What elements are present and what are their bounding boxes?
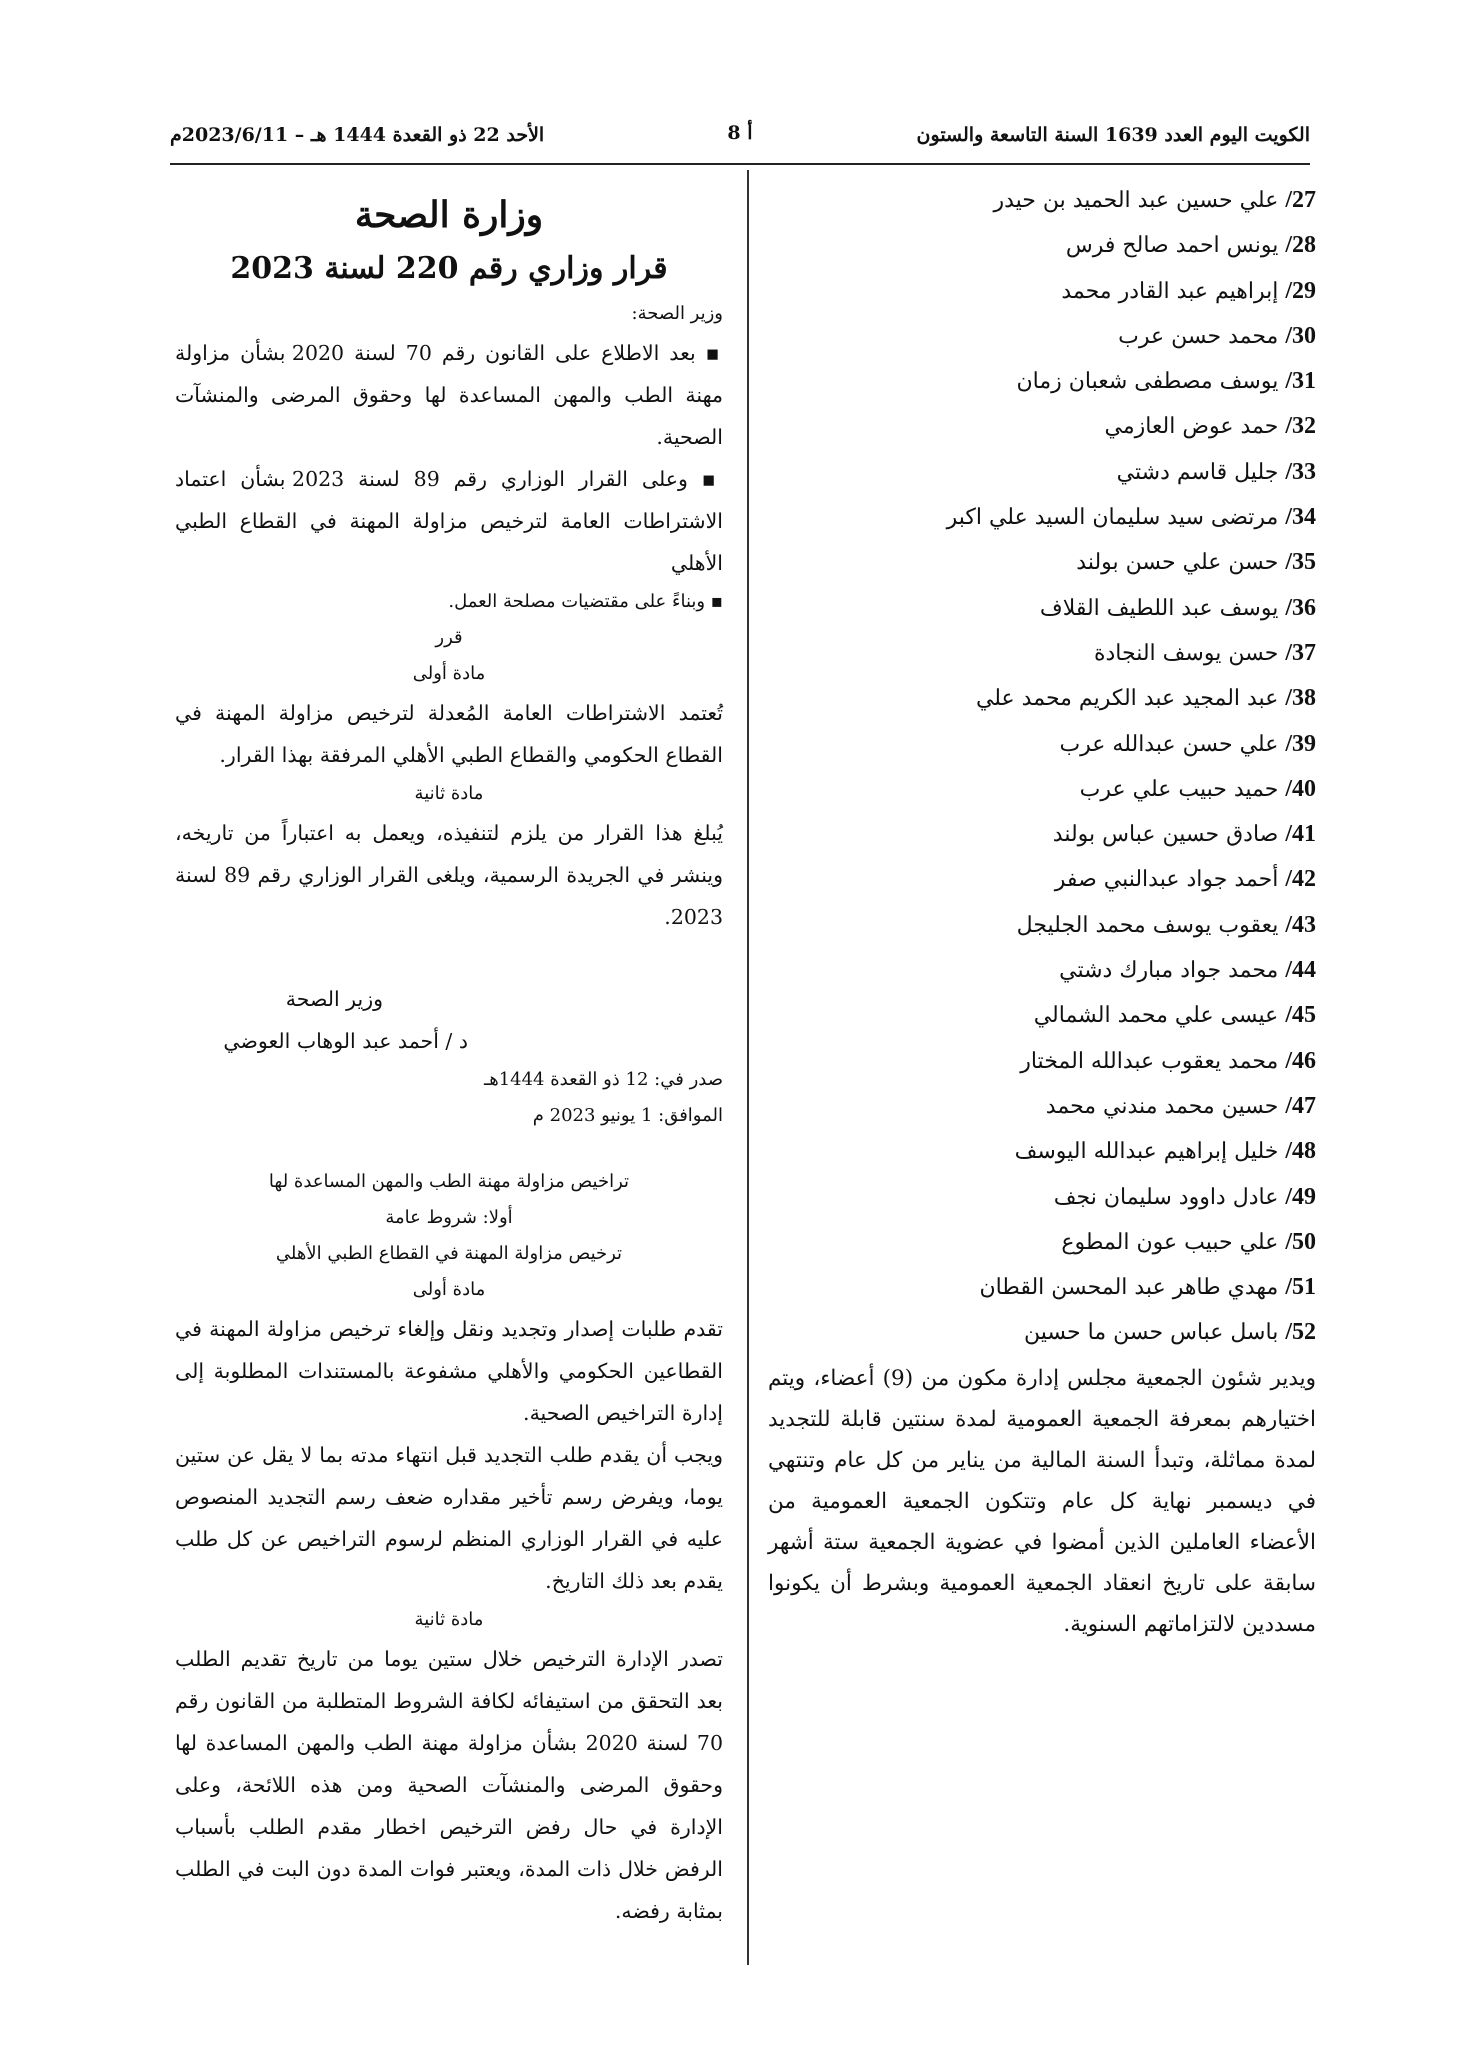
signature-name: د / أحمد عبد الوهاب العوضي (223, 1029, 468, 1053)
member-item (768, 586, 1316, 631)
member-name: أحمد جواد عبدالنبي صفر (1054, 867, 1279, 893)
member-name: يوسف مصطفى شعبان زمان (1016, 369, 1279, 395)
annex-title: تراخيص مزاولة مهنة الطب والمهن المساعدة لها (268, 1171, 630, 1192)
article-2-title: مادة ثانية (414, 783, 484, 804)
member-item (768, 178, 1316, 223)
member-number: 51/ (1285, 1274, 1316, 1301)
preamble-bullet-1: ▪ بعد الاطلاع على القانون رقم 70 لسنة 2020 بشأن مزاولة مهنة الطب والمهن المساعدة لها وحقوق المرضى والمنشآت الصحية. (175, 341, 724, 449)
member-item (768, 1310, 1316, 1355)
left-column (175, 180, 723, 1932)
member-name: مهدي طاهر عبد المحسن القطان (979, 1275, 1279, 1301)
member-item (768, 857, 1316, 902)
member-item (768, 1039, 1316, 1084)
member-item (768, 404, 1316, 449)
member-item (768, 1265, 1316, 1310)
member-number: 29/ (1285, 277, 1316, 304)
right-column (768, 178, 1316, 1645)
member-number: 33/ (1285, 458, 1316, 485)
article-2-text: يُبلغ هذا القرار من يلزم لتنفيذه، ويعمل به اعتباراً من تاريخه، وينشر في الجريدة الرسمية، ويلغى القرار الوزاري رقم 89 لسنة 2023. (175, 821, 723, 929)
member-name: علي حسين عبد الحميد بن حيدر (993, 188, 1279, 213)
section-title: أولا: شروط عامة (385, 1207, 513, 1228)
member-number: 36/ (1285, 594, 1316, 621)
member-item (768, 495, 1316, 540)
member-name: مرتضى سيد سليمان السيد علي اكبر (946, 505, 1279, 531)
member-item (768, 223, 1316, 268)
member-number: 45/ (1285, 1002, 1316, 1029)
member-item (768, 359, 1316, 404)
subsection-title: ترخيص مزاولة المهنة في القطاع الطبي الأهلي (275, 1243, 623, 1264)
spacer (175, 1134, 723, 1164)
member-number: 38/ (1285, 685, 1316, 712)
member-number: 39/ (1285, 730, 1316, 757)
annex-article-2-title: مادة ثانية (414, 1609, 484, 1630)
member-item (768, 1129, 1316, 1174)
member-name: يعقوب يوسف محمد الجليجل (1016, 912, 1279, 938)
annex-article-2-text: تصدر الإدارة الترخيص خلال ستين يوما من تاريخ تقديم الطلب بعد التحقق من استيفائه لكافة الشروط المتطلبة من القانون رقم 70 لسنة 2020 بشأن مزاولة مهنة الطب والمهن المساعدة لها وحقوق المرضى والمنشآت الصحية ومن هذه اللائحة، وعلى الإدارة في حال رفض الترخيص اخطار مقدم الطلب بأسباب الرفض خلال ذات المدة، ويعتبر فوات المدة دون البت في الطلب بمثابة رفضه. (175, 1647, 723, 1923)
member-name: حسين محمد مندني محمد (1045, 1093, 1279, 1119)
preamble-bullet-3: ▪ وبناءً على مقتضيات مصلحة العمل. (448, 591, 723, 612)
spacer (175, 938, 723, 978)
member-number: 44/ (1285, 957, 1316, 984)
board-paragraph: ويدير شئون الجمعية مجلس إدارة مكون من (9) أعضاء، ويتم اختيارهم بمعرفة الجمعية العمومية لمدة سنتين قابلة للتجديد لمدة مماثلة، وتبدأ السنة المالية من يناير من كل عام وتنتهي في ديسمبر نهاية كل عام وتتكون الجمعية العمومية من الأعضاء العاملين الذين أمضوا في عضوية الجمعية ستة أشهر سابقة على تاريخ انعقاد الجمعية العمومية وبشرط أن يكونوا مسددين لالتزاماتهم السنوية. (768, 1365, 1316, 1637)
member-item (768, 948, 1316, 993)
header-divider (170, 163, 1310, 165)
member-item (768, 1220, 1316, 1265)
member-number: 43/ (1285, 911, 1316, 938)
member-number: 41/ (1285, 821, 1316, 848)
member-number: 32/ (1285, 413, 1316, 440)
minister-intro: وزير الصحة: (631, 303, 723, 324)
member-item (768, 903, 1316, 948)
member-item (768, 1084, 1316, 1129)
member-name: باسل عباس حسن ما حسين (1024, 1320, 1279, 1346)
member-name: حميد حبيب علي عرب (1079, 776, 1279, 802)
member-item (768, 993, 1316, 1038)
member-number: 35/ (1285, 549, 1316, 576)
member-name: يونس احمد صالح فرس (1065, 233, 1279, 259)
annex-article-1-para-1: تقدم طلبات إصدار وتجديد ونقل وإلغاء ترخيص مزاولة المهنة في القطاعين الحكومي والأهلي مشفوعة بالمستندات المطلوبة إلى إدارة التراخيص الصحية. (175, 1317, 723, 1425)
member-item (768, 314, 1316, 359)
member-name: خليل إبراهيم عبدالله اليوسف (1014, 1139, 1279, 1165)
member-number: 28/ (1285, 232, 1316, 259)
member-name: علي حبيب عون المطوع (1061, 1229, 1279, 1255)
member-item (768, 631, 1316, 676)
member-name: حمد عوض العازمي (1104, 414, 1279, 440)
annex-article-1-para-2: ويجب أن يقدم طلب التجديد قبل انتهاء مدته بما لا يقل عن ستين يوما، ويفرض رسم تأخير مقداره ضعف رسم التجديد المنصوص عليه في القرار الوزاري المنظم لرسوم التراخيص عن كل طلب يقدم بعد ذلك التاريخ. (175, 1443, 723, 1593)
member-item (768, 767, 1316, 812)
members-list (768, 178, 1316, 1356)
member-number: 46/ (1285, 1047, 1316, 1074)
member-item (768, 1175, 1316, 1220)
member-name: عيسى علي محمد الشمالي (1033, 1003, 1279, 1029)
column-divider (747, 170, 749, 1965)
member-name: إبراهيم عبد القادر محمد (1061, 278, 1279, 304)
issued-date: صدر في: 12 ذو القعدة 1444هـ (483, 1069, 723, 1090)
member-number: 50/ (1285, 1228, 1316, 1255)
corresponding-date: الموافق: 1 يونيو 2023 م (532, 1105, 723, 1126)
member-name: جليل قاسم دشتي (1116, 459, 1279, 485)
preamble-bullet-2: ▪ وعلى القرار الوزاري رقم 89 لسنة 2023 بشأن اعتماد الاشتراطات العامة لترخيص مزاولة المهنة في القطاع الطبي الأهلي (175, 467, 723, 575)
member-item (768, 540, 1316, 585)
member-name: محمد حسن عرب (1118, 323, 1279, 349)
member-name: محمد يعقوب عبدالله المختار (1020, 1048, 1279, 1074)
article-1-title: مادة أولى (412, 663, 486, 684)
member-name: عبد المجيد عبد الكريم محمد علي (975, 686, 1279, 712)
ministry-title: وزارة الصحة (354, 194, 544, 236)
member-item (768, 269, 1316, 314)
article-1-text: تُعتمد الاشتراطات العامة المُعدلة لترخيص مزاولة المهنة في القطاع الحكومي والقطاع الطبي الأهلي المرفقة بهذا القرار. (175, 701, 723, 767)
member-number: 27/ (1285, 187, 1316, 213)
member-number: 42/ (1285, 866, 1316, 893)
member-number: 34/ (1285, 504, 1316, 531)
decided-heading: قرر (435, 627, 463, 648)
member-name: يوسف عبد اللطيف القلاف (1039, 595, 1279, 621)
member-name: عادل داوود سليمان نجف (1053, 1184, 1279, 1210)
member-number: 48/ (1285, 1138, 1316, 1165)
member-number: 49/ (1285, 1183, 1316, 1210)
member-name: محمد جواد مبارك دشتي (1059, 958, 1279, 984)
member-number: 52/ (1285, 1319, 1316, 1346)
member-name: حسن علي حسن بولند (1076, 550, 1279, 576)
member-number: 47/ (1285, 1092, 1316, 1119)
member-number: 31/ (1285, 368, 1316, 395)
member-item (768, 812, 1316, 857)
annex-article-1-title: مادة أولى (412, 1279, 486, 1300)
header-page-number: أ 8 (727, 122, 753, 144)
header-date: الأحد 22 ذو القعدة 1444 هـ – 2023/6/11م (170, 124, 545, 146)
member-name: علي حسن عبدالله عرب (1059, 731, 1279, 757)
decree-title: قرار وزاري رقم 220 لسنة 2023 (230, 251, 668, 286)
member-number: 30/ (1285, 322, 1316, 349)
page-header (170, 118, 1310, 158)
member-name: صادق حسين عباس بولند (1052, 822, 1279, 848)
member-item (768, 450, 1316, 495)
member-name: حسن يوسف النجادة (1093, 640, 1279, 666)
member-number: 37/ (1285, 639, 1316, 666)
member-item (768, 722, 1316, 767)
signature-title: وزير الصحة (285, 987, 383, 1011)
member-number: 40/ (1285, 775, 1316, 802)
header-issue-info: الكويت اليوم العدد 1639 السنة التاسعة والستون (916, 124, 1310, 146)
member-item (768, 676, 1316, 721)
